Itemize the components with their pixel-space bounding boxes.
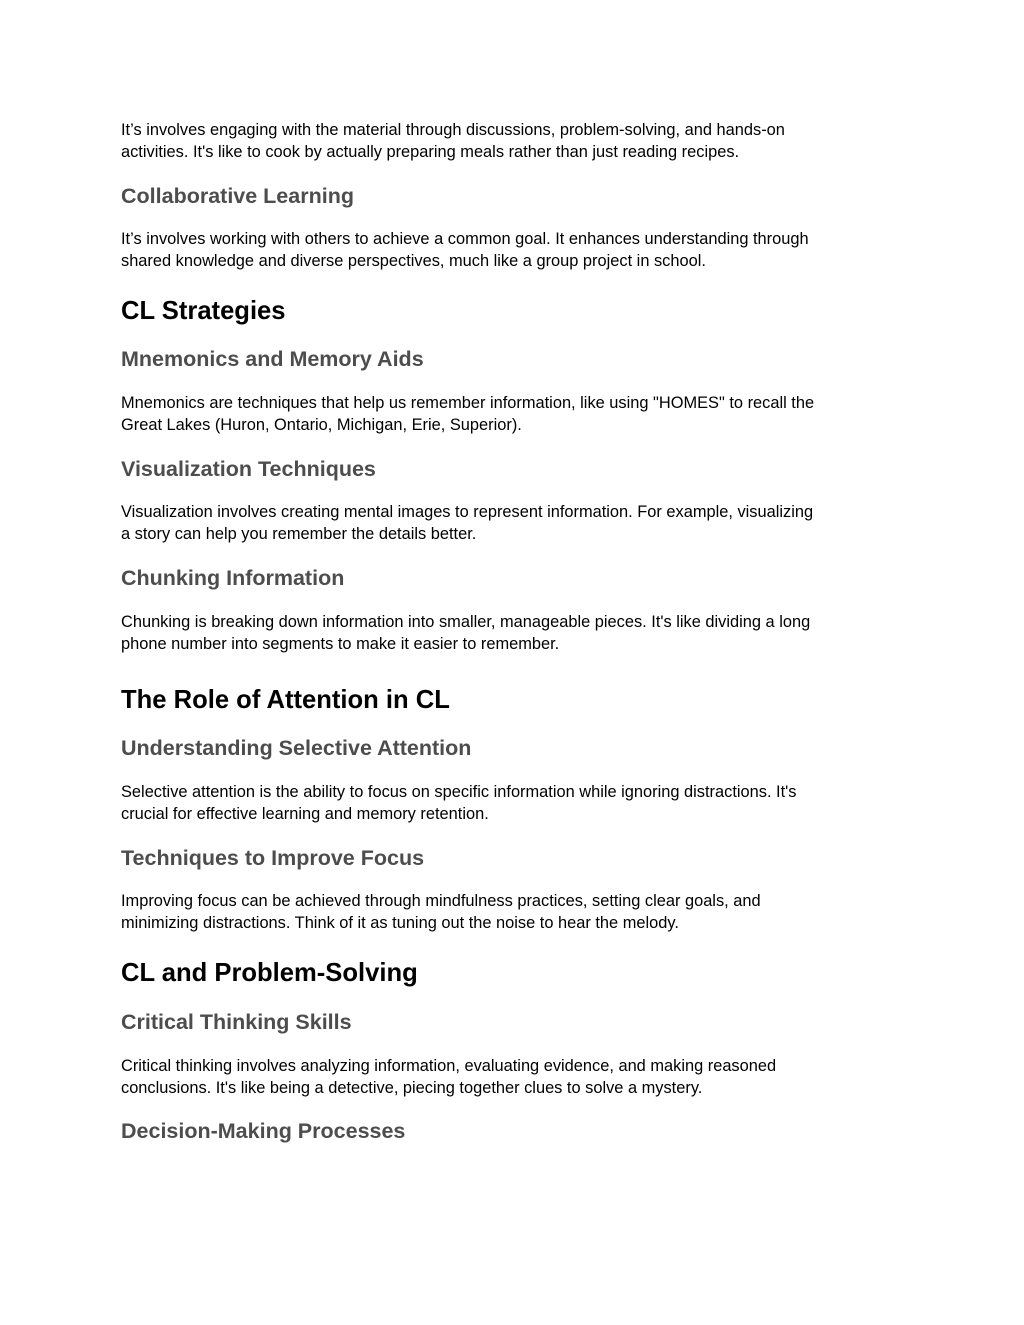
mnemonics-paragraph bbox=[121, 393, 814, 436]
mnemonics-heading: Mnemonics and Memory Aids bbox=[121, 347, 424, 371]
critical-thinking-paragraph bbox=[121, 1056, 776, 1099]
selective-attention-line-1: Selective attention is the ability to focus on specific information while ignoring distractions. It's bbox=[121, 783, 797, 801]
chunking-paragraph bbox=[121, 612, 810, 655]
improve-focus-line-1: Improving focus can be achieved through mindfulness practices, setting clear goals, and bbox=[121, 892, 761, 910]
selective-attention-heading: Understanding Selective Attention bbox=[121, 736, 472, 760]
chunking-line-2: phone number into segments to make it easier to remember. bbox=[121, 634, 560, 653]
improve-focus-paragraph bbox=[121, 891, 761, 934]
critical-thinking-line-1: Critical thinking involves analyzing information, evaluating evidence, and making reasoned bbox=[121, 1057, 777, 1075]
collaborative-learning-paragraph bbox=[121, 229, 809, 272]
visualization-heading: Visualization Techniques bbox=[121, 457, 376, 481]
cl-strategies-heading: CL Strategies bbox=[121, 297, 286, 325]
mnemonics-line-2: Great Lakes (Huron, Ontario, Michigan, Erie, Superior). bbox=[121, 415, 522, 434]
intro-line-2: activities. It's like to cook by actually preparing meals rather than just reading recipes. bbox=[121, 142, 740, 161]
critical-thinking-line-2: conclusions. It's like being a detective, piecing together clues to solve a mystery. bbox=[121, 1078, 703, 1097]
selective-attention-line-2: crucial for effective learning and memory retention. bbox=[121, 804, 489, 823]
decision-making-heading: Decision-Making Processes bbox=[121, 1119, 406, 1143]
visualization-line-2: a story can help you remember the details better. bbox=[121, 524, 477, 543]
visualization-paragraph bbox=[121, 502, 813, 545]
chunking-heading: Chunking Information bbox=[121, 566, 345, 590]
intro-line-1: It’s involves engaging with the material through discussions, problem-solving, and hands-on bbox=[121, 121, 785, 139]
role-of-attention-heading: The Role of Attention in CL bbox=[121, 686, 450, 714]
mnemonics-line-1: Mnemonics are techniques that help us remember information, like using "HOMES" to recall the bbox=[121, 394, 815, 412]
improve-focus-line-2: minimizing distractions. Think of it as tuning out the noise to hear the melody. bbox=[121, 913, 679, 932]
intro-paragraph bbox=[121, 120, 785, 163]
collaborative-learning-line-2: shared knowledge and diverse perspectives, much like a group project in school. bbox=[121, 251, 706, 270]
improve-focus-heading: Techniques to Improve Focus bbox=[121, 846, 425, 870]
selective-attention-paragraph bbox=[121, 782, 796, 825]
collaborative-learning-line-1: It’s involves working with others to achieve a common goal. It enhances understanding through bbox=[121, 230, 809, 248]
visualization-line-1: Visualization involves creating mental images to represent information. For example, visualizing bbox=[121, 503, 814, 521]
problem-solving-heading: CL and Problem-Solving bbox=[121, 959, 418, 987]
chunking-line-1: Chunking is breaking down information into smaller, manageable pieces. It's like dividing a long bbox=[121, 613, 811, 631]
collaborative-learning-heading: Collaborative Learning bbox=[121, 184, 354, 208]
critical-thinking-heading: Critical Thinking Skills bbox=[121, 1010, 352, 1034]
